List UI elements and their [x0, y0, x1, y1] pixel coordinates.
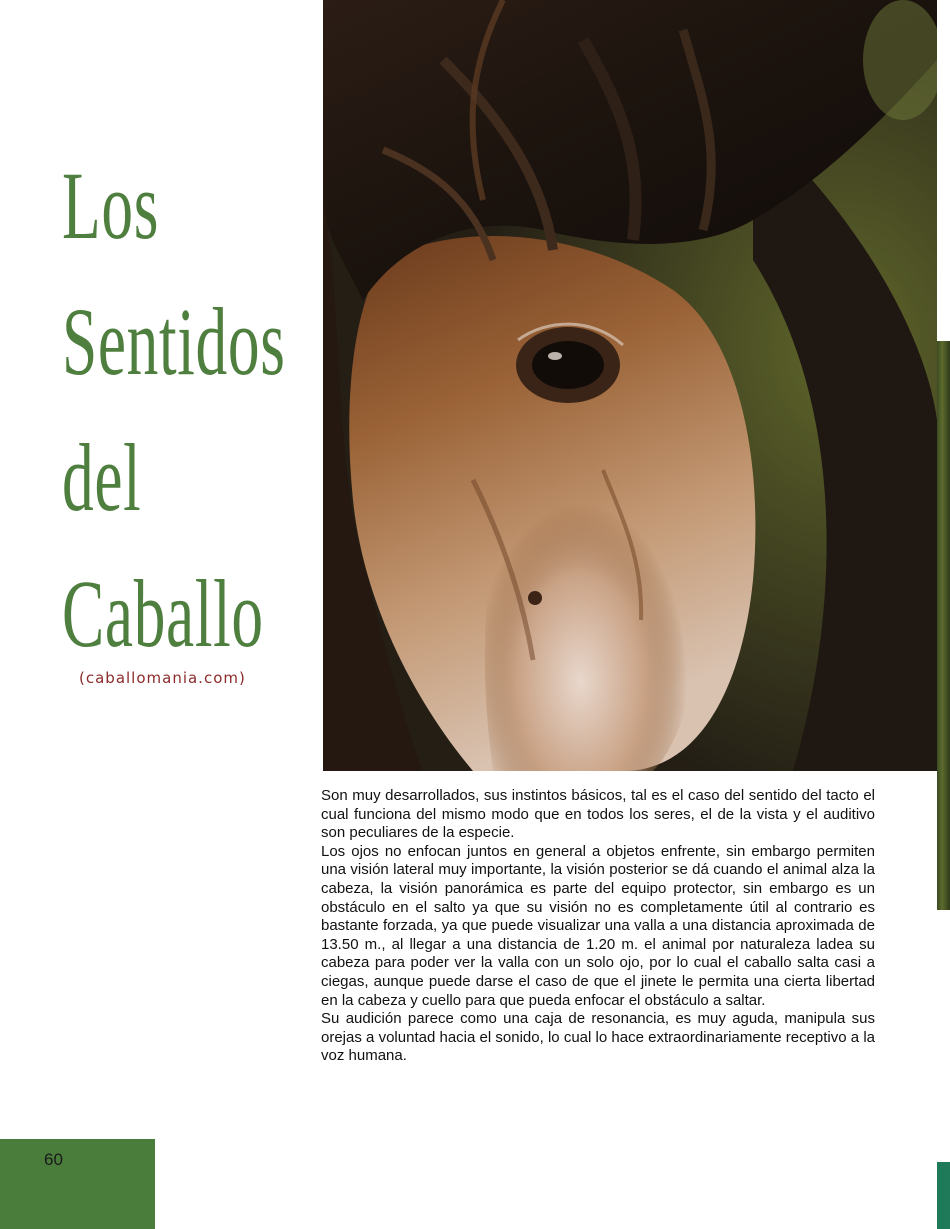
adjacent-photo-edge: [937, 341, 950, 910]
article-title: [62, 138, 286, 682]
title-line: Los: [62, 152, 160, 259]
body-paragraph: Son muy desarrollados, sus instintos básicos, tal es el caso del sentido del tacto el cual funciona del mismo modo que en todos los seres, el de la vista y el auditivo son peculiares de la especie.: [321, 787, 875, 842]
page-number: 60: [44, 1150, 63, 1169]
horse-head-photo: [323, 0, 937, 771]
footer-green-block: [0, 1139, 155, 1229]
body-paragraph: Su audición parece como una caja de resonancia, es muy aguda, manipula sus orejas a voluntad hacia el sonido, lo cual lo hace extraordinariamente receptivo a la voz humana.: [321, 1010, 875, 1065]
source-credit: (caballomania.com): [79, 669, 246, 687]
article-body: [321, 787, 875, 1066]
footer-right-tab: [937, 1162, 950, 1229]
body-paragraph: Los ojos no enfocan juntos en general a objetos enfrente, sin embargo permiten una visión lateral muy importante, la visión posterior se dá cuando el animal alza la cabeza, la visión panorámica es parte del equipo protector, sin embargo es un obstáculo en el salto ya que su visión no es completamente útil al contrario es bastante forzada, ya que puede visualizar una valla a una distancia aproximada de 13.50 m., al llegar a una distancia de 1.20 m. el animal por naturaleza ladea su cabeza para poder ver la valla con un solo ojo, por lo cual el caballo salta casi a ciegas, aunque puede darse el caso de que el jinete le permita una cierta libertad en la cabeza y cuello para que pueda enfocar el obstáculo a saltar.: [321, 842, 875, 1009]
title-line: del: [62, 424, 142, 531]
title-line: Caballo: [62, 560, 264, 667]
title-line: Sentidos: [62, 288, 286, 395]
